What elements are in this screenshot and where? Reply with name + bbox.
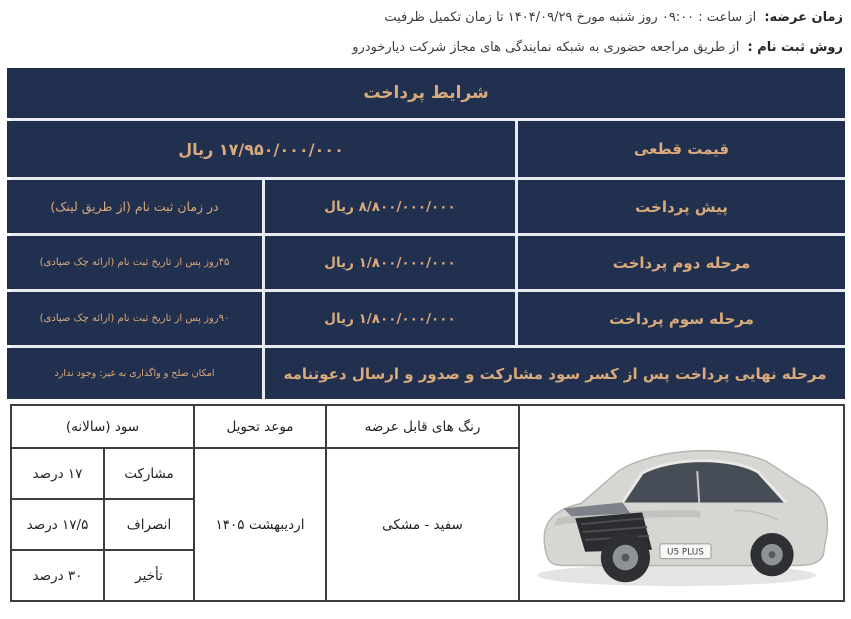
registration-text: از طریق مراجعه حضوری به شبکه نمایندگی های مجاز شرکت دیارخودرو xyxy=(352,40,740,55)
offer-time-line xyxy=(352,8,843,27)
colors-value: سفید - مشکی xyxy=(326,448,519,601)
interest-type-partnership: مشارکت xyxy=(104,448,194,499)
down-payment-label: پیش پرداخت xyxy=(518,180,845,233)
final-stage-text: مرحله نهایی پرداخت پس از کسر سود مشارکت و صدور و ارسال دعوتنامه xyxy=(265,348,845,399)
car-image-cell xyxy=(519,405,844,601)
third-stage-label: مرحله سوم پرداخت xyxy=(518,292,845,345)
car-image xyxy=(524,412,839,594)
second-stage-label: مرحله دوم پرداخت xyxy=(518,236,845,289)
delivery-header: موعد تحویل xyxy=(194,405,326,448)
interest-type-cancellation: انصراف xyxy=(104,499,194,550)
third-stage-amount: ۱/۸۰۰/۰۰۰/۰۰۰ ریال xyxy=(265,292,515,345)
interest-rate-cancellation: ۱۷/۵ درصد xyxy=(11,499,104,550)
interest-type-delay: تأخیر xyxy=(104,550,194,601)
interest-rate-partnership: ۱۷ درصد xyxy=(11,448,104,499)
final-price-label: قیمت قطعی xyxy=(518,121,845,177)
interest-rate-delay: ۳۰ درصد xyxy=(11,550,104,601)
payment-table xyxy=(10,68,845,399)
third-stage-condition: ۹۰روز پس از تاریخ ثبت نام (ارائه چک صیادی) xyxy=(7,292,262,345)
second-stage-amount: ۱/۸۰۰/۰۰۰/۰۰۰ ریال xyxy=(265,236,515,289)
registration-line xyxy=(352,38,843,57)
offer-time-label: زمان عرضه: xyxy=(764,10,843,25)
payment-table-title: شرایط پرداخت xyxy=(7,68,845,118)
second-stage-condition: ۴۵روز پس از تاریخ ثبت نام (ارائه چک صیادی) xyxy=(7,236,262,289)
final-price-value: ۱۷/۹۵۰/۰۰۰/۰۰۰ ریال xyxy=(7,121,515,177)
detail-table xyxy=(10,404,845,602)
top-info-lines xyxy=(352,8,843,68)
down-payment-amount: ۸/۸۰۰/۰۰۰/۰۰۰ ریال xyxy=(265,180,515,233)
colors-header: رنگ های قابل عرضه xyxy=(326,405,519,448)
registration-label: روش ثبت نام : xyxy=(747,40,843,55)
down-payment-condition: در زمان ثبت نام (از طریق لینک) xyxy=(7,180,262,233)
car-illustration xyxy=(524,412,839,594)
offer-time-text: از ساعت : ۰۹:۰۰ روز شنبه مورخ ۱۴۰۴/۰۹/۲۹ تا زمان تکمیل ظرفیت xyxy=(384,10,757,25)
interest-header: سود (سالانه) xyxy=(11,405,194,448)
transfer-note: امکان صلح و واگذاری به غیر: وجود ندارد xyxy=(7,348,262,399)
svg-text:U5 PLUS: U5 PLUS xyxy=(667,547,704,558)
delivery-value: اردیبهشت ۱۴۰۵ xyxy=(194,448,326,601)
